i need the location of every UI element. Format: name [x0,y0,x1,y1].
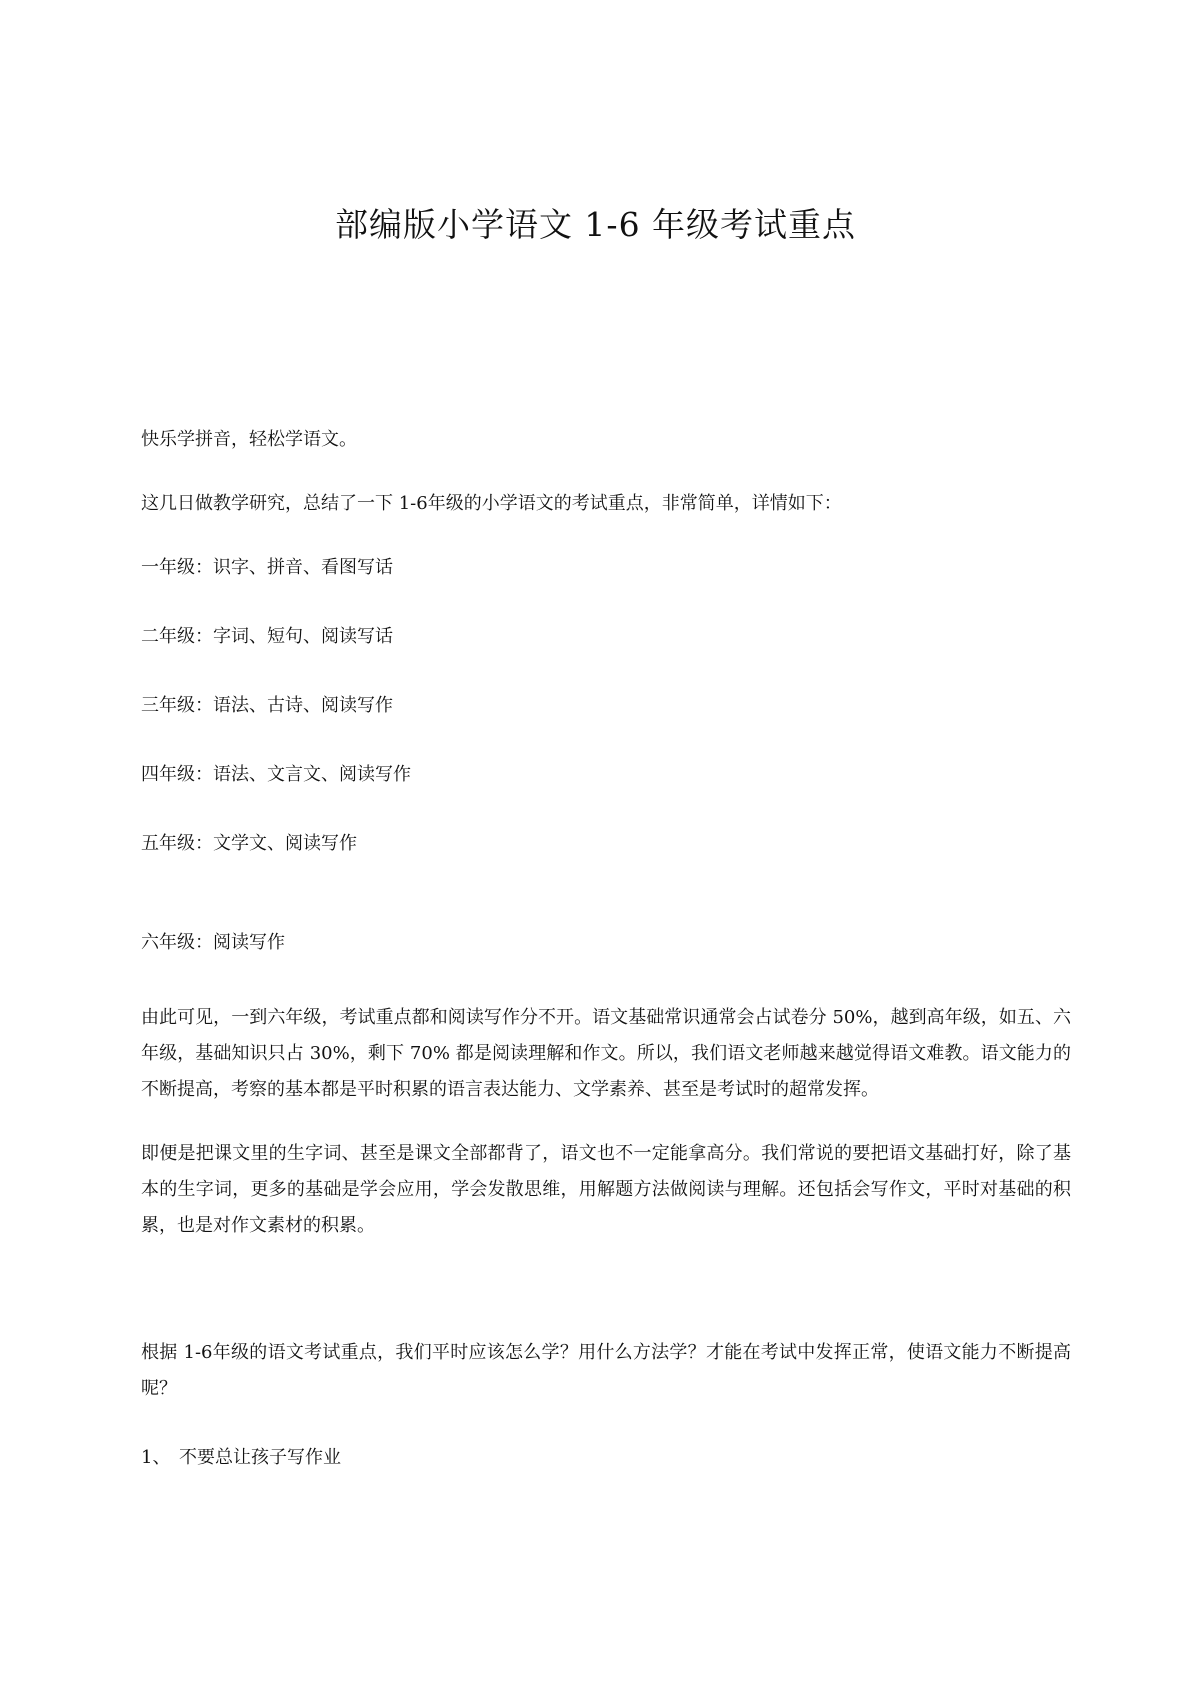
body-paragraph-1: 由此可见，一到六年级，考试重点都和阅读写作分不开。语文基础常识通常会占试卷分 50%，越到高年级，如五、六年级，基础知识只占 30%，剩下 70% 都是阅读理解和作文。所以，我们语文老师越来越觉得语文难教。语文能力的不断提高，考察的基本都是平时积累的语言表达能力、文学素养、甚至是考试时的超常发挥。 [141,1007,1071,1100]
list-item-text: 不要总让孩子写作业 [179,1447,341,1468]
grade-line-6: 六年级：阅读写作 [141,932,285,953]
grade-line-5: 五年级：文学文、阅读写作 [141,833,357,854]
grade-line-2: 二年级：字词、短句、阅读写话 [141,626,393,647]
grade-line-1: 一年级：识字、拼音、看图写话 [141,557,393,578]
body-paragraph-2: 即便是把课文里的生字词、甚至是课文全部都背了，语文也不一定能拿高分。我们常说的要把语文基础打好，除了基本的生字词，更多的基础是学会应用，学会发散思维，用解题方法做阅读与理解。还包括会写作文，平时对基础的积累，也是对作文素材的积累。 [141,1143,1071,1236]
grade-line-4: 四年级：语法、文言文、阅读写作 [141,764,411,785]
page-title: 部编版小学语文 1-6 年级考试重点 [334,205,857,244]
list-item-number: 1、 [141,1447,171,1468]
summary-paragraph: 这几日做教学研究，总结了一下 1-6年级的小学语文的考试重点，非常简单，详情如下： [141,493,842,514]
list-item [141,1440,1071,1476]
question-paragraph: 根据 1-6年级的语文考试重点，我们平时应该怎么学？用什么方法学？才能在考试中发挥正常，使语文能力不断提高呢？ [141,1342,1071,1399]
intro-paragraph: 快乐学拼音，轻松学语文。 [141,429,357,450]
grade-line-3: 三年级：语法、古诗、阅读写作 [141,695,393,716]
